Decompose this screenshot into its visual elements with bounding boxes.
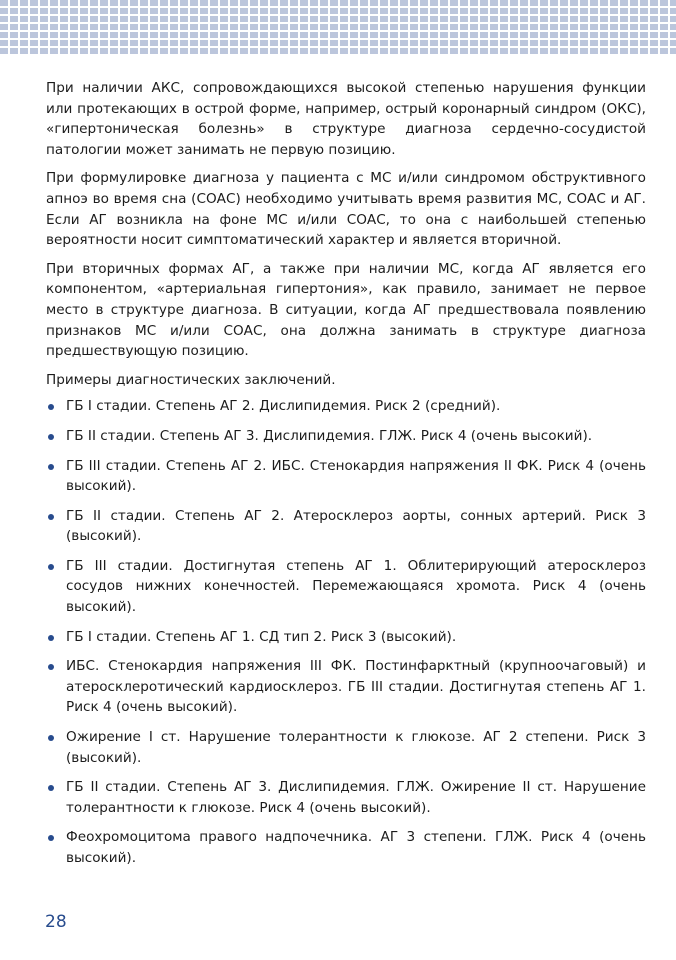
list-item	[46, 396, 646, 417]
list-item	[46, 627, 646, 648]
list-item-text: ИБС. Стенокардия напряжения III ФК. Постинфарктный (крупноочаговый) и атеросклеротический кардиосклероз. ГБ III стадии. Достигнутая степень АГ 1. Риск 4 (очень высокий).	[66, 658, 646, 716]
list-item	[46, 456, 646, 497]
list-item	[46, 506, 646, 547]
list-item-text: ГБ II стадии. Степень АГ 2. Атеросклероз аорты, сонных артерий. Риск 3 (высокий).	[66, 507, 646, 545]
paragraph: При формулировке диагноза у пациента с МС и/или синдромом обструктивного апноэ во время сна (СОАС) необходимо учитывать время развития МС, СОАС и АГ. Если АГ возникла на фоне МС и/или СОАС, то она с наибольшей степенью вероятности носит симптоматический характер и является вторичной.	[46, 170, 646, 249]
list-item-text: ГБ I стадии. Степень АГ 2. Дислипидемия. Риск 2 (средний).	[66, 398, 501, 415]
paragraph: При вторичных формах АГ, а также при наличии МС, когда АГ является его компонентом, «артериальная гипертония», как правило, занимает не первое место в структуре диагноза. В ситуации, когда АГ предшествовала появлению признаков МС и/или СОАС, она должна занимать в структуре диагноза предшествующую позицию.	[46, 260, 646, 360]
list-item	[46, 426, 646, 447]
list-item	[46, 656, 646, 718]
list-item-text: ГБ II стадии. Степень АГ 3. Дислипидемия. ГЛЖ. Ожирение II ст. Нарушение толерантности к глюкозе. Риск 4 (очень высокий).	[66, 779, 646, 816]
list-item	[46, 827, 646, 868]
list-item-text: ГБ III стадии. Степень АГ 2. ИБС. Стенокардия напряжения II ФК. Риск 4 (очень высокий).	[66, 457, 646, 495]
bullet-icon	[48, 785, 54, 791]
list-item	[46, 777, 646, 818]
list-item	[46, 727, 646, 768]
bullet-icon	[48, 664, 54, 670]
bullet-icon	[48, 735, 54, 741]
examples-heading: Примеры диагностических заключений.	[46, 371, 336, 388]
list-item-text: ГБ II стадии. Степень АГ 3. Дислипидемия. ГЛЖ. Риск 4 (очень высокий).	[66, 427, 593, 444]
examples-list	[46, 396, 646, 868]
bullet-icon	[48, 635, 54, 641]
header-pattern	[0, 0, 676, 54]
bullet-icon	[48, 514, 54, 520]
bullet-icon	[48, 464, 54, 470]
list-item-text: Феохромоцитома правого надпочечника. АГ 3 степени. ГЛЖ. Риск 4 (очень высокий).	[66, 829, 646, 866]
list-item-text: Ожирение I ст. Нарушение толерантности к глюкозе. АГ 2 степени. Риск 3 (высокий).	[66, 729, 646, 766]
paragraph: При наличии АКС, сопровождающихся высокой степенью нарушения функции или протекающих в острой форме, например, острый коронарный синдром (ОКС), «гипертоническая болезнь» в структуре диагноза сердечно-сосудистой патологии может занимать не первую позицию.	[46, 80, 646, 158]
page-content	[46, 78, 646, 878]
list-item-text: ГБ I стадии. Степень АГ 1. СД тип 2. Риск 3 (высокий).	[66, 628, 457, 645]
page-number: 28	[45, 912, 67, 932]
list-item	[46, 556, 646, 618]
bullet-icon	[48, 434, 54, 440]
bullet-icon	[48, 564, 54, 570]
bullet-icon	[48, 835, 54, 841]
list-item-text: ГБ III стадии. Достигнутая степень АГ 1. Облитерирующий атеросклероз сосудов нижних конечностей. Перемежающаяся хромота. Риск 4 (очень высокий).	[66, 557, 646, 616]
bullet-icon	[48, 404, 54, 410]
